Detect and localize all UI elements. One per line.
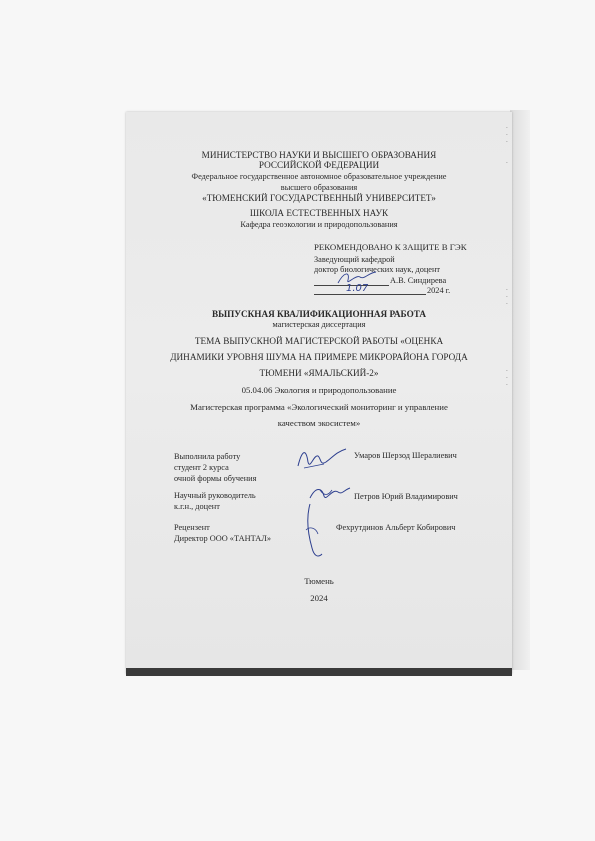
department-name: Кафедра геоэкологии и природопользования xyxy=(240,220,398,229)
author-role-2: студент 2 курса xyxy=(174,463,229,472)
page-bottom-shadow xyxy=(126,668,512,676)
approval-name: А.В. Синдирева xyxy=(390,276,447,285)
school-name: ШКОЛА ЕСТЕСТВЕННЫХ НАУК xyxy=(249,208,389,218)
approval-year: 2024 г. xyxy=(427,286,451,295)
approval-handwritten-date: 1.07 xyxy=(346,283,369,294)
approval-degree: доктор биологических наук, доцент xyxy=(314,265,441,274)
supervisor-name: Петров Юрий Владимирович xyxy=(354,492,458,501)
work-type: ВЫПУСКНАЯ КВАЛИФИКАЦИОННАЯ РАБОТА xyxy=(211,309,427,319)
author-role-1: Выполнила работу xyxy=(174,452,241,461)
ministry-line-1: МИНИСТЕРСТВО НАУКИ И ВЫСШЕГО ОБРАЗОВАНИЯ xyxy=(201,150,437,160)
topic-line-3: ТЮМЕНИ «ЯМАЛЬСКИЙ-2» xyxy=(259,368,379,378)
footer-city: Тюмень xyxy=(304,576,334,586)
work-subtype: магистерская диссертация xyxy=(272,320,366,329)
supervisor-role-1: Научный руководитель xyxy=(174,491,256,500)
approval-title: РЕКОМЕНДОВАНО К ЗАЩИТЕ В ГЭК xyxy=(314,242,467,252)
approval-position: Заведующий кафедрой xyxy=(314,255,395,264)
author-signature-icon xyxy=(294,444,350,474)
program-line-1: Магистерская программа «Экологический мониторинг и управление xyxy=(190,402,448,412)
reviewer-role-1: Рецензент xyxy=(174,523,210,532)
footer-year: 2024 xyxy=(310,593,328,603)
approval-date-line xyxy=(314,294,426,295)
reviewer-signature-icon xyxy=(300,500,326,562)
next-page-margin-marks: - - - - - - - - - - xyxy=(506,125,508,388)
supervisor-role-2: к.г.н., доцент xyxy=(174,502,220,511)
institution-line-1: Федеральное государственное автономное образовательное учреждение xyxy=(191,172,447,181)
reviewer-name: Фехрутдинов Альберт Кобирович xyxy=(336,523,456,532)
ministry-line-2: РОССИЙСКОЙ ФЕДЕРАЦИИ xyxy=(258,160,380,170)
institution-line-2: высшего образования xyxy=(280,183,358,192)
topic-line-1: ТЕМА ВЫПУСКНОЙ МАГИСТЕРСКОЙ РАБОТЫ «ОЦЕНКА xyxy=(194,336,444,346)
program-line-2: качеством экосистем» xyxy=(277,418,361,428)
reviewer-role-2: Директор ООО «ТАНТАЛ» xyxy=(174,534,271,543)
author-name: Умаров Шерзод Шералиевич xyxy=(354,451,457,460)
specialty: 05.04.06 Экология и природопользование xyxy=(241,385,397,395)
university-name: «ТЮМЕНСКИЙ ГОСУДАРСТВЕННЫЙ УНИВЕРСИТЕТ» xyxy=(202,193,436,203)
topic-line-2: ДИНАМИКИ УРОВНЯ ШУМА НА ПРИМЕРЕ МИКРОРАЙОНА ГОРОДА xyxy=(170,352,468,362)
author-role-3: очной формы обучения xyxy=(174,474,257,483)
